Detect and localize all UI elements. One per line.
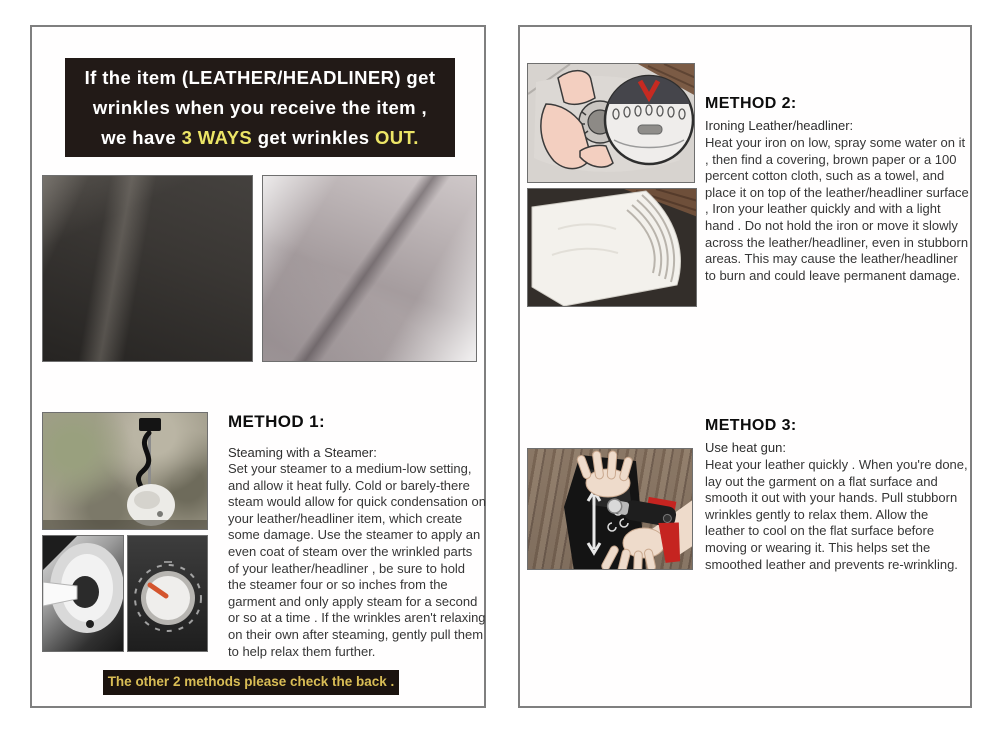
iron-dial-drawing — [528, 64, 695, 183]
steamer-nozzle-photo — [42, 535, 124, 652]
method1-heading: METHOD 1: — [228, 412, 326, 431]
title-line-1: If the item (LEATHER/HEADLINER) get — [84, 66, 436, 88]
title-line-2: wrinkles when you receive the item , — [92, 96, 428, 118]
title-line-3 — [101, 123, 419, 153]
method3-heading: METHOD 3: — [705, 417, 797, 434]
wrinkled-gray-headliner-photo — [262, 175, 477, 362]
footer-banner: The other 2 methods please check the back . — [103, 670, 399, 695]
right-page-panel — [518, 25, 972, 708]
folded-towel-illustration — [527, 188, 697, 307]
method2-subheading: Ironing Leather/headliner: — [705, 118, 854, 133]
garment-steamer-photo — [42, 412, 208, 530]
title-highlight-3ways: 3 WAYS — [181, 126, 253, 148]
title-line-3-pre: we have — [101, 126, 182, 148]
heat-gun-on-leather-illustration — [527, 448, 693, 570]
title-banner — [65, 58, 455, 157]
steamer-nozzle-drawing — [43, 536, 124, 652]
garment-steamer-drawing — [43, 413, 208, 530]
steamer-dial-photo — [127, 535, 208, 652]
left-page-panel — [30, 25, 486, 708]
method3-body-text: Heat your leather quickly . When you're done, lay out the garment on a flat surface and smooth it out with your hands. Pull stubborn wrinkles gently to relax them. Allow the leather to cool on the flat surface before moving or wearing it. This helps set the smoothed leather and prevents re-wrinkling. — [705, 457, 968, 572]
title-highlight-out: OUT. — [375, 126, 419, 148]
heat-gun-drawing — [528, 449, 693, 570]
method1-body-text: Set your steamer to a medium-low setting, and allow it heat fully. Cold or barely-there steam would allow for quick condensation on your leather/headliner item, which create some damage. Use the steamer to apply an even coat of steam over the wrinkled parts of your leather/headliner , be sure to hold the steamer four or so inches from the garment and only apply steam for a second or so at a time . If the wrinkles aren't relaxing on their own after steaming, gently pull them to help relax them further. — [228, 461, 486, 659]
folded-towel-drawing — [528, 189, 697, 307]
method1-subheading: Steaming with a Steamer: — [228, 445, 377, 460]
method2-body-text: Heat your iron on low, spray some water on it , then find a covering, brown paper or a 100 percent cotton cloth, such as a towel, and place it on top of the leather/headliner surface , Iron your leather quickly and with a light hand . Do not hold the iron or move it slowly across the leather/headliner, even in stubborn areas. This may cause the leather/headliner to burn and could leave permanent damage. — [705, 135, 969, 283]
title-line-3-mid: get wrinkles — [252, 126, 375, 148]
wrinkled-dark-leather-photo — [42, 175, 253, 362]
method2-heading: METHOD 2: — [705, 95, 797, 112]
method3-subheading: Use heat gun: — [705, 440, 786, 455]
steamer-dial-drawing — [128, 536, 208, 652]
iron-temperature-dial-illustration — [527, 63, 695, 183]
